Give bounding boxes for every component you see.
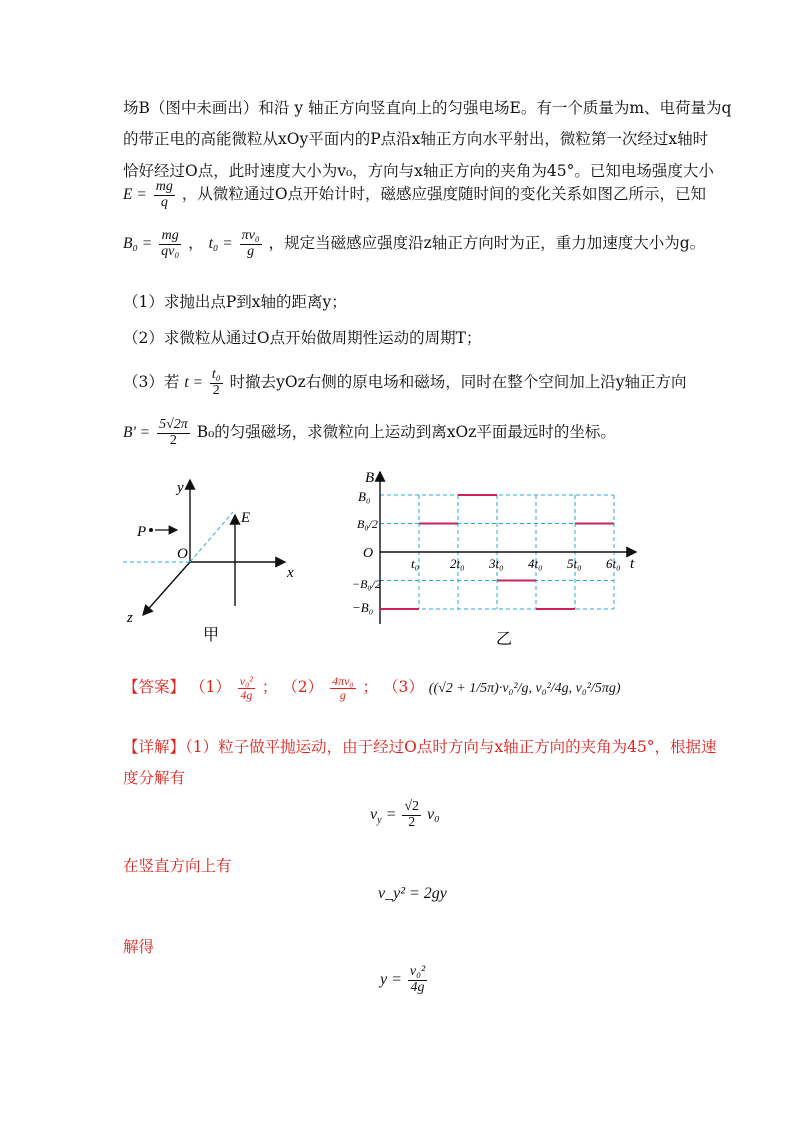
label-e: E xyxy=(241,510,251,526)
question-1: （1）求抛出点P到x轴的距离y； xyxy=(123,293,347,311)
origin-label: O xyxy=(363,546,374,561)
question-3: （3）若 t = $\frac{\text{t₀}}{2}$ 时撤去yOz右侧的原电场和磁场，同时在整个空间加上沿y轴正方向 xyxy=(123,367,687,398)
question-3-cont: B' = $\frac{5√2\pi}{2}$ B₀的匀强磁场，求微粒向上运动到离xOz平面最远时的坐标。 xyxy=(123,417,616,448)
e-field-lhs: E = xyxy=(123,186,147,204)
b-prime-fraction: $\frac{5√2\pi}{2}$ xyxy=(159,417,188,448)
axis-label-b: B xyxy=(365,470,375,486)
b0-fraction: $\frac{mg}{\text{qv₀}}$ xyxy=(161,228,180,259)
figure-yi xyxy=(330,464,650,650)
detail-line-2: 度分解有 xyxy=(123,769,186,787)
e-field-fraction: $\frac{mg}{q}$ xyxy=(155,179,173,210)
equation-y: y = $\frac{\text{v₀²}}{4g}$ xyxy=(380,964,426,995)
label-z: z xyxy=(127,610,133,626)
ytick-b0: B₀ xyxy=(358,489,371,504)
xtick-2: 2t₀ xyxy=(450,556,465,571)
answer-2-fraction: $\frac{\text{4πv₀}}{g}$ xyxy=(332,674,354,702)
problem-line-3: 恰好经过O点，此时速度大小为v₀，方向与x轴正方向的夹角为45°。已知电场强度大小 xyxy=(123,162,714,180)
problem-line-2: 的带正电的高能微粒从xOy平面内的P点沿x轴正方向水平射出，微粒第一次经过x轴时 xyxy=(123,130,709,148)
label-y: y xyxy=(177,480,184,496)
problem-line-5-text: ，规定当磁感应强度沿z轴正方向时为正，重力加速度大小为g。 xyxy=(268,234,706,253)
b0-lhs: B₀ = xyxy=(123,235,153,253)
detail-line-4: 解得 xyxy=(123,938,155,956)
caption-yi: 乙 xyxy=(496,631,513,648)
t0-fraction: $\frac{\text{πv₀}}{g}$ xyxy=(241,228,260,259)
caption-jia: 甲 xyxy=(203,627,220,644)
problem-line-5: B₀ = $\frac{mg}{\text{qv₀}}$ ， t₀ = $\frac{\text{πv₀}}{g}$ ，规定当磁感应强度沿z轴正方向时为正，重力加速度大小为g。 xyxy=(123,228,706,259)
equation-vy-squared: v_y² = 2gy xyxy=(378,885,447,902)
detail-line-3: 在竖直方向上有 xyxy=(123,857,232,875)
problem-line-4-text: ，从微粒通过O点开始计时，磁感应强度随时间的变化关系如图乙所示，已知 xyxy=(181,185,707,204)
dashed-trajectory xyxy=(190,512,233,562)
ytick-neg-b0: −B₀ xyxy=(352,600,374,615)
z-axis xyxy=(143,562,190,615)
answer-line: 【答案】 （1） $\frac{\text{v₀²}}{4g}$ ； （2） $\frac{\text{4πv₀}}{g}$ ； （3） ((√2 + 1/5π)·v₀²/g, v₀²/4g, v₀²/5πg) xyxy=(123,674,621,702)
answer-label: 【答案】 xyxy=(123,678,186,697)
question-2: （2）求微粒从通过O点开始做周期性运动的周期T； xyxy=(123,329,482,347)
answer-1-fraction: $\frac{\text{v₀²}}{4g}$ xyxy=(239,674,253,702)
xtick-3: 3t₀ xyxy=(489,556,504,571)
axis-label-t: t xyxy=(630,556,635,572)
equation-vy: $v_y$ = $\frac{√2}{2}$ v₀ xyxy=(370,799,440,830)
label-o: O xyxy=(177,546,188,562)
figure-jia xyxy=(115,470,305,650)
label-p: P xyxy=(137,524,147,540)
p-point xyxy=(149,528,153,532)
ytick-neg-half-b0: −B₀/2 xyxy=(352,577,381,591)
detail-line-1: 【详解】（1）粒子做平抛运动，由于经过O点时方向与x轴正方向的夹角为45°，根据速 xyxy=(123,738,717,756)
t0-lhs: t₀ = xyxy=(208,235,233,253)
xtick-6: 6t₀ xyxy=(606,556,621,571)
xtick-5: 5t₀ xyxy=(567,556,582,571)
detail-label: 【详解】 xyxy=(123,738,186,756)
answer-3-coordinate: ((√2 + 1/5π)·v₀²/g, v₀²/4g, v₀²/5πg) xyxy=(428,681,621,697)
xtick-1: t₀ xyxy=(411,556,420,571)
t-fraction: $\frac{\text{t₀}}{2}$ xyxy=(211,367,221,398)
ytick-half-b0: B₀/2 xyxy=(357,517,378,531)
xtick-4: 4t₀ xyxy=(528,556,543,571)
label-x: x xyxy=(287,565,294,581)
problem-line-1: 场B（图中未画出）和沿 y 轴正方向竖直向上的匀强电场E。有一个质量为m、电荷量为q xyxy=(123,99,732,117)
problem-line-4 xyxy=(123,180,706,210)
